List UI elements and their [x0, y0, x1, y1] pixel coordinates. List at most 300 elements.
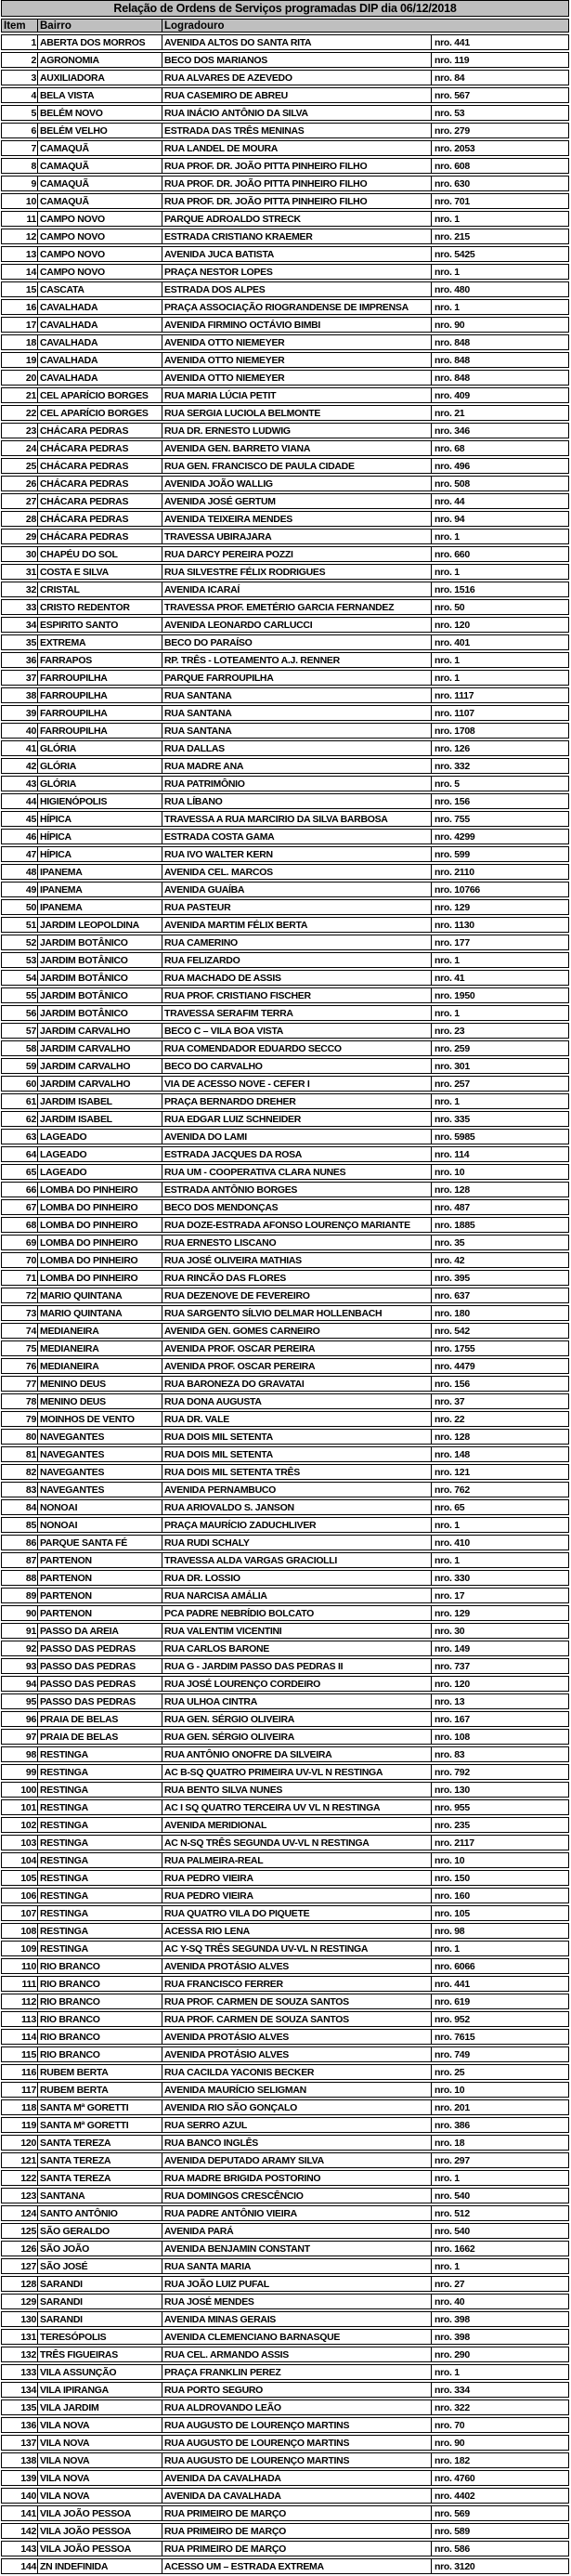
table-row	[1, 1376, 569, 1392]
nro-cell: nro. 1885	[435, 1219, 475, 1231]
logradouro-cell: ACESSA RIO LENA	[162, 1924, 432, 1938]
table-row	[1, 2170, 569, 2186]
nro-cell: nro. 30	[435, 1625, 465, 1637]
item-cell: 39	[2, 706, 38, 720]
logradouro-cell: RUA DOIS MIL SETENTA	[162, 1447, 432, 1461]
nro-cell: nro. 301	[435, 1060, 470, 1072]
item-cell: 59	[2, 1059, 38, 1073]
item-cell: 78	[2, 1394, 38, 1408]
logradouro-cell: RUA ALVARES DE AZEVEDO	[162, 71, 432, 85]
logradouro-cell: RUA SERRO AZUL	[162, 2118, 432, 2132]
table-row	[1, 1005, 569, 1021]
item-cell: 81	[2, 1447, 38, 1461]
bairro-cell: MEDIANEIRA	[38, 1341, 162, 1355]
item-cell: 44	[2, 794, 38, 808]
table-row	[1, 2135, 569, 2151]
item-cell: 48	[2, 865, 38, 879]
nro-cell: nro. 332	[435, 760, 470, 772]
logradouro-cell: RUA PROF. DR. JOÃO PITTA PINHEIRO FILHO	[162, 194, 432, 208]
bairro-cell: RESTINGA	[38, 1942, 162, 1955]
item-cell: 13	[2, 247, 38, 261]
bairro-cell: CEL APARÍCIO BORGES	[38, 388, 162, 402]
logradouro-cell: AVENIDA CEL. MARCOS	[162, 865, 432, 879]
table-row	[1, 829, 569, 844]
item-cell: 127	[2, 2259, 38, 2273]
logradouro-cell: RP. TRÊS - LOTEAMENTO A.J. RENNER	[162, 653, 432, 667]
logradouro-cell: RUA MARIA LÚCIA PETIT	[162, 388, 432, 402]
item-cell: 12	[2, 229, 38, 243]
bairro-cell: BELÉM VELHO	[38, 124, 162, 137]
bairro-cell: CHÁCARA PEDRAS	[38, 424, 162, 438]
item-cell: 121	[2, 2153, 38, 2167]
bairro-cell: RESTINGA	[38, 1765, 162, 1779]
table-row	[1, 546, 569, 562]
bairro-cell: RIO BRANCO	[38, 2012, 162, 2026]
table-row	[1, 1835, 569, 1850]
item-cell: 133	[2, 2365, 38, 2379]
bairro-cell: MENINO DEUS	[38, 1377, 162, 1391]
logradouro-cell: AVENIDA JOÃO WALLIG	[162, 477, 432, 490]
nro-cell: nro. 1	[435, 213, 460, 225]
item-cell: 55	[2, 988, 38, 1002]
nro-cell: nro. 1	[435, 530, 460, 543]
nro-cell: nro. 297	[435, 2154, 470, 2166]
nro-cell: nro. 7615	[435, 2031, 475, 2043]
table-row	[1, 846, 569, 862]
nro-cell: nro. 41	[435, 972, 465, 984]
table-row	[1, 2541, 569, 2556]
table-row	[1, 1058, 569, 1074]
bairro-cell: BELA VISTA	[38, 88, 162, 102]
table-row	[1, 864, 569, 880]
bairro-cell: CHÁCARA PEDRAS	[38, 512, 162, 526]
item-cell: 25	[2, 459, 38, 473]
nro-cell: nro. 5425	[435, 248, 475, 260]
nro-cell: nro. 737	[435, 1660, 470, 1672]
logradouro-cell: AC N-SQ TRÊS SEGUNDA UV-VL N RESTINGA	[162, 1836, 432, 1850]
item-cell: 124	[2, 2206, 38, 2220]
logradouro-cell: PRAÇA BERNARDO DREHER	[162, 1094, 432, 1108]
nro-cell: nro. 1130	[435, 919, 474, 931]
bairro-cell: CHÁCARA PEDRAS	[38, 494, 162, 508]
bairro-cell: MEDIANEIRA	[38, 1359, 162, 1373]
item-cell: 50	[2, 900, 38, 914]
item-cell: 58	[2, 1041, 38, 1055]
nro-cell: nro. 2110	[435, 866, 474, 878]
table-row	[1, 1676, 569, 1692]
bairro-cell: VILA JOÃO PESSOA	[38, 2524, 162, 2538]
table-body	[0, 34, 571, 2574]
table-row	[1, 1482, 569, 1497]
item-cell: 142	[2, 2524, 38, 2538]
item-cell: 64	[2, 1147, 38, 1161]
table-row	[1, 1958, 569, 1974]
item-cell: 37	[2, 671, 38, 685]
nro-cell: nro. 395	[435, 1272, 470, 1284]
bairro-cell: JARDIM CARVALHO	[38, 1041, 162, 1055]
item-cell: 102	[2, 1818, 38, 1832]
bairro-cell: SÃO JOSÉ	[38, 2259, 162, 2273]
logradouro-cell: AVENIDA RIO SÃO GONÇALO	[162, 2100, 432, 2114]
item-cell: 80	[2, 1430, 38, 1444]
item-cell: 6	[2, 124, 38, 137]
item-cell: 98	[2, 1747, 38, 1761]
table-row	[1, 2152, 569, 2168]
logradouro-cell: AVENIDA PROTÁSIO ALVES	[162, 2047, 432, 2061]
logradouro-cell: RUA DARCY PEREIRA POZZI	[162, 547, 432, 561]
item-cell: 131	[2, 2330, 38, 2344]
column-header-item: Item	[2, 20, 38, 32]
bairro-cell: LOMBA DO PINHEIRO	[38, 1271, 162, 1285]
logradouro-cell: RUA PROF. CARMEN DE SOUZA SANTOS	[162, 2012, 432, 2026]
bairro-cell: VILA JOÃO PESSOA	[38, 2506, 162, 2520]
bairro-cell: JARDIM BOTÂNICO	[38, 988, 162, 1002]
logradouro-cell: RUA MADRE BRIGIDA POSTORINO	[162, 2171, 432, 2185]
nro-cell: nro. 1	[435, 301, 460, 313]
logradouro-cell: AVENIDA PROF. OSCAR PEREIRA	[162, 1359, 432, 1373]
bairro-cell: JARDIM BOTÂNICO	[38, 953, 162, 967]
bairro-cell: LOMBA DO PINHEIRO	[38, 1253, 162, 1267]
logradouro-cell: AVENIDA PROTÁSIO ALVES	[162, 2030, 432, 2044]
logradouro-cell: RUA DOZE-ESTRADA AFONSO LOURENÇO MARIANTE	[162, 1218, 432, 1232]
nro-cell: nro. 167	[435, 1713, 470, 1725]
logradouro-cell: RUA PROF. DR. JOÃO PITTA PINHEIRO FILHO	[162, 177, 432, 190]
item-cell: 63	[2, 1130, 38, 1144]
item-cell: 141	[2, 2506, 38, 2520]
bairro-cell: CAVALHADA	[38, 335, 162, 349]
item-cell: 15	[2, 282, 38, 296]
logradouro-cell: RUA PADRE ANTÔNIO VIEIRA	[162, 2206, 432, 2220]
item-cell: 73	[2, 1306, 38, 1320]
bairro-cell: FARROUPILHA	[38, 671, 162, 685]
nro-cell: nro. 290	[435, 2348, 470, 2360]
logradouro-cell: RUA SANTANA	[162, 706, 432, 720]
bairro-cell: FARROUPILHA	[38, 724, 162, 738]
nro-cell: nro. 334	[435, 2384, 470, 2396]
item-cell: 66	[2, 1183, 38, 1196]
item-cell: 85	[2, 1518, 38, 1532]
item-cell: 28	[2, 512, 38, 526]
logradouro-cell: AVENIDA JUCA BATISTA	[162, 247, 432, 261]
item-cell: 33	[2, 600, 38, 614]
logradouro-cell: RUA INÁCIO ANTÔNIO DA SILVA	[162, 106, 432, 120]
logradouro-cell: AC Y-SQ TRÊS SEGUNDA UV-VL N RESTINGA	[162, 1942, 432, 1955]
bairro-cell: NAVEGANTES	[38, 1465, 162, 1479]
nro-cell: nro. 17	[435, 1589, 465, 1602]
table-row	[1, 987, 569, 1003]
report-title-bar	[1, 0, 569, 17]
logradouro-cell: RUA DONA AUGUSTA	[162, 1394, 432, 1408]
bairro-cell: CAMPO NOVO	[38, 229, 162, 243]
item-cell: 99	[2, 1765, 38, 1779]
table-row	[1, 405, 569, 421]
bairro-cell: RIO BRANCO	[38, 2030, 162, 2044]
logradouro-cell: RUA FELIZARDO	[162, 953, 432, 967]
table-row	[1, 229, 569, 244]
logradouro-cell: PRAÇA ASSOCIAÇÃO RIOGRANDENSE DE IMPRENSA	[162, 300, 432, 314]
logradouro-cell: RUA ARIOVALDO S. JANSON	[162, 1500, 432, 1514]
nro-cell: nro. 70	[435, 2419, 465, 2431]
bairro-cell: RIO BRANCO	[38, 1977, 162, 1991]
table-row	[1, 1358, 569, 1374]
table-row	[1, 670, 569, 686]
nro-cell: nro. 322	[435, 2401, 470, 2413]
bairro-cell: JARDIM BOTÂNICO	[38, 935, 162, 949]
bairro-cell: AUXILIADORA	[38, 71, 162, 85]
bairro-cell: SARANDI	[38, 2312, 162, 2326]
bairro-cell: SANTA Mª GORETTI	[38, 2100, 162, 2114]
item-cell: 70	[2, 1253, 38, 1267]
nro-cell: nro. 150	[435, 1872, 470, 1884]
table-row	[1, 758, 569, 774]
column-header-logradouro: Logradouro	[164, 20, 225, 32]
nro-cell: nro. 128	[435, 1183, 470, 1196]
bairro-cell: CAVALHADA	[38, 318, 162, 332]
item-cell: 84	[2, 1500, 38, 1514]
table-row	[1, 1164, 569, 1180]
logradouro-cell: RUA QUATRO VILA DO PIQUETE	[162, 1906, 432, 1920]
table-row	[1, 1517, 569, 1533]
nro-cell: nro. 508	[435, 477, 470, 490]
logradouro-cell: RUA GEN. SÉRGIO OLIVEIRA	[162, 1712, 432, 1726]
logradouro-cell: AVENIDA GUAÍBA	[162, 883, 432, 896]
logradouro-cell: TRAVESSA PROF. EMETÉRIO GARCIA FERNANDEZ	[162, 600, 432, 614]
item-cell: 101	[2, 1800, 38, 1814]
table-row	[1, 2523, 569, 2539]
item-cell: 79	[2, 1412, 38, 1426]
bairro-cell: JARDIM LEOPOLDINA	[38, 918, 162, 932]
table-row	[1, 352, 569, 368]
nro-cell: nro. 586	[435, 2543, 470, 2555]
logradouro-cell: AVENIDA ICARAÍ	[162, 582, 432, 596]
bairro-cell: CAMAQUÃ	[38, 177, 162, 190]
nro-cell: nro. 660	[435, 548, 470, 560]
bairro-cell: EXTREMA	[38, 635, 162, 649]
bairro-cell: MEDIANEIRA	[38, 1324, 162, 1338]
logradouro-cell: RUA IVO WALTER KERN	[162, 847, 432, 861]
bairro-cell: IPANEMA	[38, 883, 162, 896]
item-cell: 82	[2, 1465, 38, 1479]
nro-cell: nro. 335	[435, 1113, 470, 1125]
item-cell: 88	[2, 1571, 38, 1585]
nro-cell: nro. 1	[435, 1007, 460, 1019]
item-cell: 41	[2, 741, 38, 755]
bairro-cell: IPANEMA	[38, 900, 162, 914]
logradouro-cell: RUA EDGAR LUIZ SCHNEIDER	[162, 1112, 432, 1126]
table-row	[1, 1446, 569, 1462]
item-cell: 71	[2, 1271, 38, 1285]
item-cell: 134	[2, 2383, 38, 2397]
bairro-cell: MENINO DEUS	[38, 1394, 162, 1408]
table-row	[1, 935, 569, 950]
bairro-cell: SANTO ANTÔNIO	[38, 2206, 162, 2220]
table-row	[1, 1817, 569, 1833]
nro-cell: nro. 487	[435, 1201, 470, 1213]
nro-cell: nro. 540	[435, 2190, 470, 2202]
bairro-cell: CAMPO NOVO	[38, 247, 162, 261]
nro-cell: nro. 480	[435, 283, 470, 295]
nro-cell: nro. 2117	[435, 1837, 474, 1849]
bairro-cell: RIO BRANCO	[38, 1994, 162, 2008]
nro-cell: nro. 608	[435, 160, 470, 172]
item-cell: 111	[2, 1977, 38, 1991]
bairro-cell: ZN INDEFINIDA	[38, 2559, 162, 2573]
logradouro-cell: RUA LÍBANO	[162, 794, 432, 808]
table-row	[1, 1411, 569, 1427]
item-cell: 109	[2, 1942, 38, 1955]
nro-cell: nro. 441	[435, 36, 470, 48]
item-cell: 67	[2, 1200, 38, 1214]
logradouro-cell: AVENIDA ALTOS DO SANTA RITA	[162, 35, 432, 49]
logradouro-cell: BECO DOS MARIANOS	[162, 53, 432, 67]
table-row	[1, 1588, 569, 1603]
logradouro-cell: RUA BARONEZA DO GRAVATAI	[162, 1377, 432, 1391]
table-row	[1, 2311, 569, 2327]
table-row	[1, 211, 569, 227]
logradouro-cell: BECO C – VILA BOA VISTA	[162, 1024, 432, 1038]
bairro-cell: CAMAQUÃ	[38, 141, 162, 155]
item-cell: 5	[2, 106, 38, 120]
table-row	[1, 2399, 569, 2415]
table-row	[1, 2364, 569, 2380]
item-cell: 68	[2, 1218, 38, 1232]
nro-cell: nro. 441	[435, 1978, 470, 1990]
bairro-cell: NONOAI	[38, 1518, 162, 1532]
table-row	[1, 1182, 569, 1197]
logradouro-cell: RUA CASEMIRO DE ABREU	[162, 88, 432, 102]
table-row	[1, 2329, 569, 2345]
item-cell: 143	[2, 2542, 38, 2556]
table-row	[1, 917, 569, 933]
nro-cell: nro. 1662	[435, 2243, 475, 2255]
table-row	[1, 599, 569, 615]
nro-cell: nro. 1	[435, 2366, 460, 2378]
nro-cell: nro. 25	[435, 2066, 465, 2078]
bairro-cell: PASSO DAS PEDRAS	[38, 1677, 162, 1691]
bairro-cell: HÍPICA	[38, 847, 162, 861]
item-cell: 112	[2, 1994, 38, 2008]
table-row	[1, 140, 569, 156]
table-row	[1, 2258, 569, 2274]
nro-cell: nro. 1	[435, 266, 460, 278]
logradouro-cell: RUA G - JARDIM PASSO DAS PEDRAS II	[162, 1659, 432, 1673]
bairro-cell: PARTENON	[38, 1571, 162, 1585]
item-cell: 69	[2, 1236, 38, 1249]
nro-cell: nro. 129	[435, 1607, 470, 1619]
logradouro-cell: RUA GEN. SÉRGIO OLIVEIRA	[162, 1730, 432, 1744]
table-row	[1, 1941, 569, 1956]
logradouro-cell: AVENIDA BENJAMIN CONSTANT	[162, 2242, 432, 2256]
item-cell: 140	[2, 2489, 38, 2503]
table-row	[1, 1235, 569, 1250]
item-cell: 31	[2, 565, 38, 579]
item-cell: 92	[2, 1641, 38, 1655]
bairro-cell: VILA NOVA	[38, 2418, 162, 2432]
logradouro-cell: RUA PRIMEIRO DE MARÇO	[162, 2506, 432, 2520]
table-row	[1, 193, 569, 209]
bairro-cell: MARIO QUINTANA	[38, 1288, 162, 1302]
bairro-cell: SARANDI	[38, 2277, 162, 2291]
item-cell: 106	[2, 1889, 38, 1903]
bairro-cell: CAVALHADA	[38, 300, 162, 314]
table-row	[1, 246, 569, 262]
nro-cell: nro. 40	[435, 2295, 465, 2308]
item-cell: 22	[2, 406, 38, 420]
nro-cell: nro. 148	[435, 1448, 470, 1460]
nro-cell: nro. 848	[435, 372, 470, 384]
nro-cell: nro. 68	[435, 442, 465, 454]
nro-cell: nro. 160	[435, 1890, 470, 1902]
logradouro-cell: TRAVESSA UBIRAJARA	[162, 530, 432, 543]
item-cell: 94	[2, 1677, 38, 1691]
item-cell: 8	[2, 159, 38, 173]
item-cell: 128	[2, 2277, 38, 2291]
bairro-cell: CAMPO NOVO	[38, 265, 162, 279]
bairro-cell: HÍPICA	[38, 830, 162, 843]
logradouro-cell: AC B-SQ QUATRO PRIMEIRA UV-VL N RESTINGA	[162, 1765, 432, 1779]
nro-cell: nro. 90	[435, 319, 465, 331]
nro-cell: nro. 21	[435, 407, 465, 419]
item-cell: 42	[2, 759, 38, 773]
logradouro-cell: ACESSO UM – ESTRADA EXTREMA	[162, 2559, 432, 2573]
table-row	[1, 2082, 569, 2098]
nro-cell: nro. 22	[435, 1413, 465, 1425]
table-row	[1, 1658, 569, 1674]
nro-cell: nro. 121	[435, 1466, 470, 1478]
logradouro-cell: RUA PALMEIRA-REAL	[162, 1853, 432, 1867]
logradouro-cell: RUA DALLAS	[162, 741, 432, 755]
nro-cell: nro. 386	[435, 2119, 470, 2131]
logradouro-cell: RUA PRIMEIRO DE MARÇO	[162, 2524, 432, 2538]
item-cell: 10	[2, 194, 38, 208]
item-cell: 130	[2, 2312, 38, 2326]
table-row	[1, 1129, 569, 1144]
table-row	[1, 793, 569, 809]
table-row	[1, 123, 569, 138]
item-cell: 107	[2, 1906, 38, 1920]
item-cell: 126	[2, 2242, 38, 2256]
nro-cell: nro. 10	[435, 1166, 465, 1178]
table-row	[1, 1605, 569, 1621]
table-row	[1, 2294, 569, 2309]
table-row	[1, 1552, 569, 1568]
logradouro-cell: AVENIDA MINAS GERAIS	[162, 2312, 432, 2326]
nro-cell: nro. 4299	[435, 830, 475, 843]
nro-cell: nro. 129	[435, 901, 470, 913]
item-cell: 62	[2, 1112, 38, 1126]
logradouro-cell: AVENIDA MERIDIONAL	[162, 1818, 432, 1832]
bairro-cell: VILA ASSUNÇÃO	[38, 2365, 162, 2379]
item-cell: 110	[2, 1959, 38, 1973]
logradouro-cell: BECO DO PARAÍSO	[162, 635, 432, 649]
item-cell: 123	[2, 2189, 38, 2203]
logradouro-cell: RUA GEN. FRANCISCO DE PAULA CIDADE	[162, 459, 432, 473]
bairro-cell: JARDIM ISABEL	[38, 1112, 162, 1126]
nro-cell: nro. 567	[435, 89, 470, 101]
item-cell: 72	[2, 1288, 38, 1302]
logradouro-cell: AVENIDA DO LAMI	[162, 1130, 432, 1144]
nro-cell: nro. 1950	[435, 989, 475, 1001]
table-row	[1, 2064, 569, 2080]
table-row	[1, 617, 569, 633]
logradouro-cell: RUA PROF. CRISTIANO FISCHER	[162, 988, 432, 1002]
table-row	[1, 2099, 569, 2115]
logradouro-cell: RUA NARCISA AMÁLIA	[162, 1589, 432, 1602]
item-cell: 14	[2, 265, 38, 279]
logradouro-cell: AVENIDA TEIXEIRA MENDES	[162, 512, 432, 526]
nro-cell: nro. 105	[435, 1907, 470, 1919]
logradouro-cell: RUA CACILDA YACONIS BECKER	[162, 2065, 432, 2079]
